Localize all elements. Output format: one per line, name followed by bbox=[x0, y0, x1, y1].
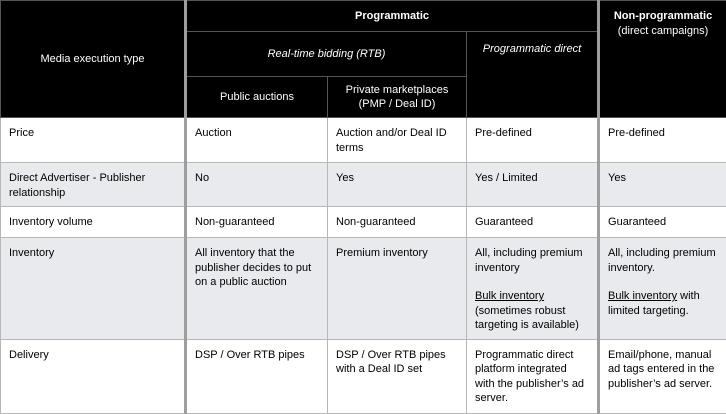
bulk-inventory-link[interactable]: Bulk inventory bbox=[608, 290, 677, 302]
cell-programmatic-direct: Programmatic direct platform integrated with the publisher’s ad server. bbox=[467, 339, 599, 413]
rtb-header: Real-time bidding (RTB) bbox=[186, 32, 467, 77]
pmp-header-line2: (PMP / Deal ID) bbox=[328, 97, 466, 112]
cell-public: No bbox=[186, 163, 328, 207]
programmatic-header: Programmatic bbox=[186, 1, 599, 32]
table-row bbox=[1, 163, 726, 207]
table-row bbox=[1, 238, 726, 340]
cell-public: DSP / Over RTB pipes bbox=[186, 339, 328, 413]
pmp-header-line1: Private marketplaces bbox=[328, 83, 466, 98]
cell-programmatic-direct: Guaranteed bbox=[467, 207, 599, 238]
cell-programmatic-direct bbox=[467, 238, 599, 340]
cell-non-programmatic: Yes bbox=[599, 163, 726, 207]
bulk-inventory-link[interactable]: Bulk inventory bbox=[475, 290, 544, 302]
non-programmatic-header bbox=[599, 1, 726, 118]
np-inventory-text: All, including premium inventory. bbox=[608, 246, 718, 275]
row-label: Direct Advertiser - Publisher relationship bbox=[1, 163, 186, 207]
cell-non-programmatic: Email/phone, manual ad tags entered in the publisher’s ad server. bbox=[599, 339, 726, 413]
cell-non-programmatic: Guaranteed bbox=[599, 207, 726, 238]
cell-pmp: DSP / Over RTB pipes with a Deal ID set bbox=[328, 339, 467, 413]
table-row bbox=[1, 207, 726, 238]
public-auctions-header: Public auctions bbox=[186, 77, 328, 118]
row-label: Inventory bbox=[1, 238, 186, 340]
cell-public: Non-guaranteed bbox=[186, 207, 328, 238]
table-row bbox=[1, 339, 726, 413]
row-label: Inventory volume bbox=[1, 207, 186, 238]
cell-pmp: Auction and/or Deal ID terms bbox=[328, 118, 467, 163]
cell-public: All inventory that the publisher decides to put on a public auction bbox=[186, 238, 328, 340]
cell-non-programmatic: Pre-defined bbox=[599, 118, 726, 163]
cell-programmatic-direct: Pre-defined bbox=[467, 118, 599, 163]
non-programmatic-subtitle: (direct campaigns) bbox=[600, 24, 726, 39]
non-programmatic-title: Non-programmatic bbox=[600, 9, 726, 24]
cell-non-programmatic bbox=[599, 238, 726, 340]
pd-inventory-note: (sometimes robust targeting is available) bbox=[475, 304, 589, 333]
cell-pmp: Premium inventory bbox=[328, 238, 467, 340]
cell-programmatic-direct: Yes / Limited bbox=[467, 163, 599, 207]
np-inventory-note: with limited targeting. bbox=[608, 290, 700, 317]
cell-pmp: Non-guaranteed bbox=[328, 207, 467, 238]
row-label: Price bbox=[1, 118, 186, 163]
pd-inventory-text: All, including premium inventory bbox=[475, 246, 589, 275]
row-label-header: Media execution type bbox=[1, 1, 186, 118]
programmatic-direct-header: Programmatic direct bbox=[467, 32, 599, 118]
pmp-header bbox=[328, 77, 467, 118]
cell-pmp: Yes bbox=[328, 163, 467, 207]
table-row bbox=[1, 118, 726, 163]
cell-public: Auction bbox=[186, 118, 328, 163]
row-label: Delivery bbox=[1, 339, 186, 413]
